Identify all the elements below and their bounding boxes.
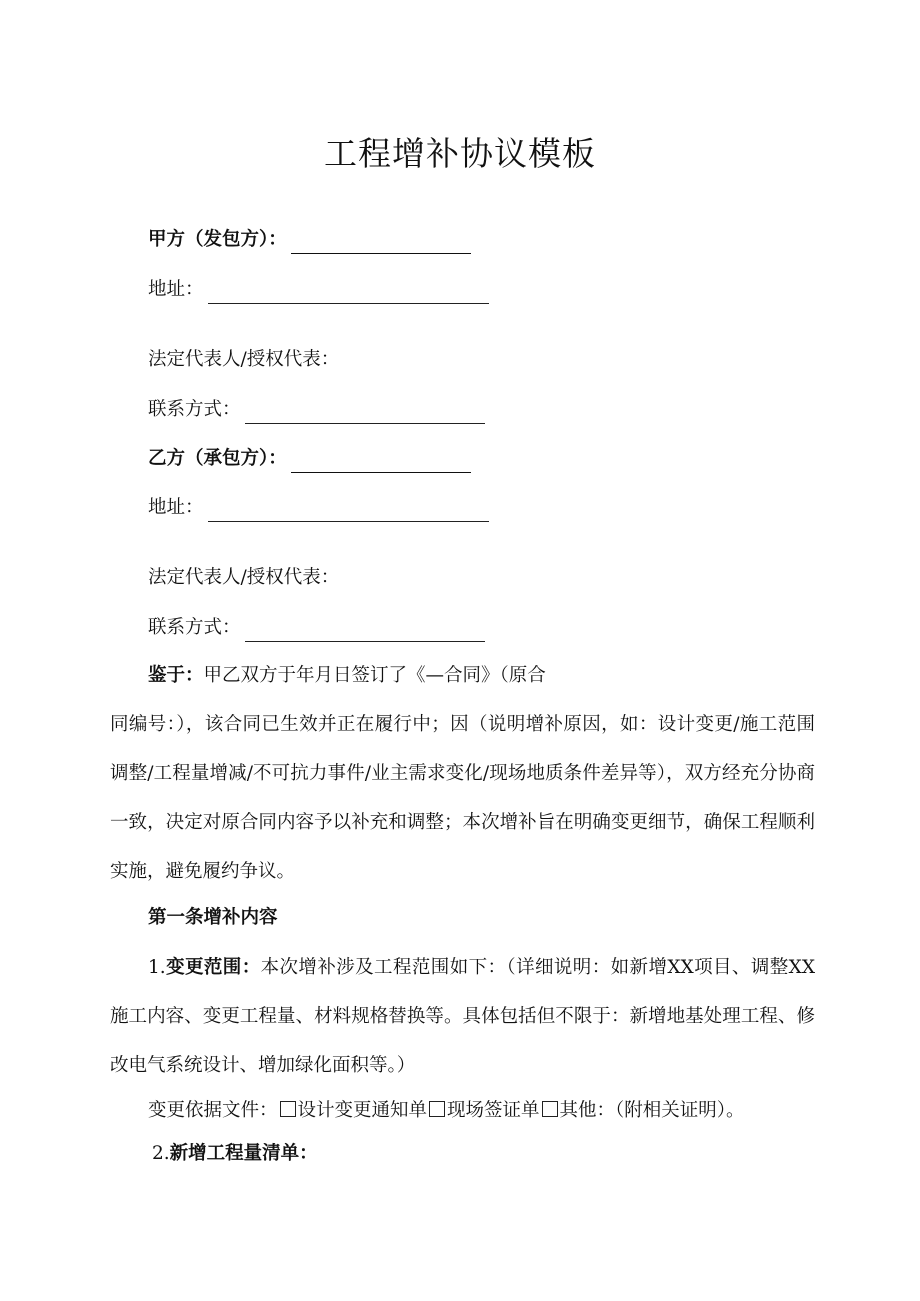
party-b-line [148, 445, 471, 473]
party-b-contact-blank[interactable] [245, 623, 485, 642]
basis-option-design-change: 设计变更通知单 [297, 1100, 428, 1121]
party-a-blank[interactable] [291, 235, 471, 254]
whereas-lead: 鉴于： [148, 665, 204, 686]
party-a-address-label: 地址： [148, 279, 204, 300]
party-b-representative-line [148, 564, 339, 592]
basis-line [148, 1097, 745, 1125]
whereas-paragraph [110, 700, 815, 896]
party-b-address-blank[interactable] [208, 503, 489, 522]
whereas-first-line [148, 662, 546, 690]
party-a-representative-line [148, 346, 339, 374]
basis-label: 变更依据文件： [148, 1100, 278, 1121]
party-b-contact-line [148, 614, 485, 642]
checkbox-design-change[interactable] [280, 1101, 296, 1117]
party-b-address-line [148, 494, 489, 522]
article1-item1 [110, 943, 815, 1090]
checkbox-other[interactable] [542, 1101, 558, 1117]
party-b-label: 乙方（承包方）： [148, 448, 287, 469]
article1-item2 [152, 1140, 318, 1168]
party-b-address-label: 地址： [148, 497, 204, 518]
party-a-representative-label: 法定代表人/授权代表： [148, 349, 340, 370]
document-title: 工程增补协议模板 [324, 134, 596, 173]
basis-option-other: 其他：（附相关证明）。 [559, 1100, 745, 1121]
party-a-label: 甲方（发包方）： [148, 229, 287, 250]
item1-lead: 变更范围： [165, 957, 261, 978]
party-a-line [148, 226, 471, 254]
article1-heading: 第一条增补内容 [148, 907, 278, 928]
party-a-contact-label: 联系方式： [148, 399, 241, 420]
party-b-blank[interactable] [291, 454, 471, 473]
party-b-contact-label: 联系方式： [148, 617, 241, 638]
party-b-representative-label: 法定代表人/授权代表： [148, 567, 340, 588]
item1-text: 本次增补涉及工程范围如下：（详细说明：如新增XX项目、调整XX施工内容、变更工程量、材料规格替换等。具体包括但不限于：新增地基处理工程、修改电气系统设计、增加绿化面积等。） [110, 957, 815, 1076]
item2-number: 2. [152, 1143, 170, 1164]
whereas-text-rest: 同编号：），该合同已生效并正在履行中；因（说明增补原因，如：设计变更/施工范围调整/工程量增减/不可抗力事件/业主需求变化/现场地质条件差异等），双方经充分协商一致，决定对原合同内容予以补充和调整；本次增补旨在明确变更细节，确保工程顺利实施，避免履约争议。 [110, 714, 815, 882]
item1-number: 1. [148, 957, 166, 978]
party-a-contact-line [148, 396, 485, 424]
item2-lead: 新增工程量清单： [169, 1143, 318, 1164]
party-a-address-line [148, 276, 489, 304]
checkbox-site-visa[interactable] [429, 1101, 445, 1117]
party-a-address-blank[interactable] [208, 285, 489, 304]
party-a-contact-blank[interactable] [245, 405, 485, 424]
whereas-text-line1: 甲乙双方于年月日签订了《—合同》（原合 [203, 665, 546, 686]
basis-option-site-visa: 现场签证单 [447, 1100, 540, 1121]
